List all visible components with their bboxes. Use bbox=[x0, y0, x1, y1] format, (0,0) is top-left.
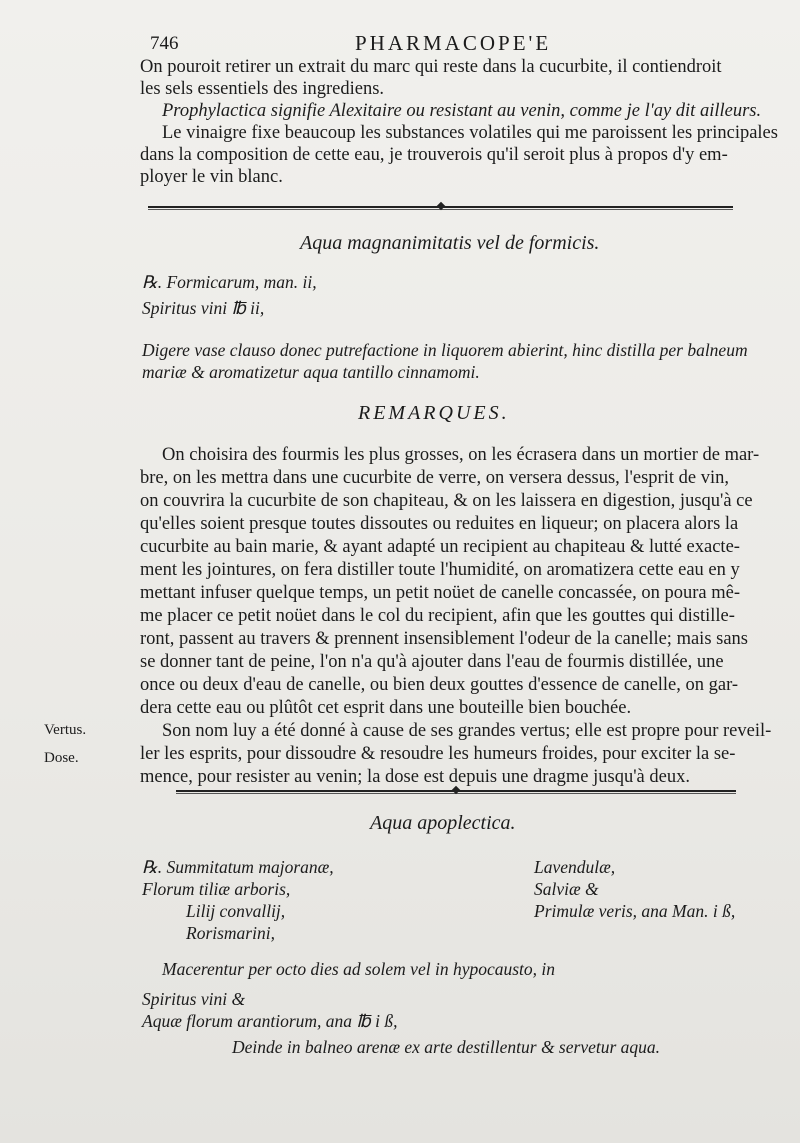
section-title: Aqua apoplectica. bbox=[370, 812, 516, 834]
recipe-line: Lavendulæ, bbox=[534, 857, 616, 877]
directions-line: Digere vase clauso donec putrefactione in liquorem abierint, hinc distilla per balneum bbox=[142, 340, 748, 360]
recipe-line: Primulæ veris, ana Man. i ß, bbox=[534, 901, 736, 921]
body-line: ler les esprits, pour dissoudre & resoudre les humeurs froides, pour exciter la se- bbox=[140, 744, 736, 764]
section-divider bbox=[148, 206, 733, 210]
recipe-line: Salviæ & bbox=[534, 879, 599, 899]
intro-line: ployer le vin blanc. bbox=[140, 167, 283, 187]
body-line: dera cette eau ou plûtôt cet esprit dans une bouteille bien bouchée. bbox=[140, 698, 632, 718]
directions-line: mariæ & aromatizetur aqua tantillo cinnamomi. bbox=[142, 362, 480, 382]
body-line: cucurbite au bain marie, & ayant adapté un recipient au chapiteau & lutté exacte- bbox=[140, 537, 740, 557]
intro-line: Prophylactica signifie Alexitaire ou resistant au venin, comme je l'ay dit ailleurs. bbox=[162, 101, 762, 121]
section-title: Aqua magnanimitatis vel de formicis. bbox=[300, 232, 600, 254]
body-line: Son nom luy a été donné à cause de ses grandes vertus; elle est propre pour reveil- bbox=[162, 721, 772, 741]
body-line: qu'elles soient presque toutes dissoutes ou reduites en liqueur; on placera alors la bbox=[140, 514, 739, 534]
section-divider bbox=[176, 790, 736, 794]
recipe-line: Lilij convallij, bbox=[186, 901, 286, 921]
recipe-line: Florum tiliæ arboris, bbox=[142, 879, 291, 899]
body-line: ment les jointures, on fera distiller toute l'humidité, on aromatizera cette eau en y bbox=[140, 560, 740, 580]
recipe-line: Rorismarini, bbox=[186, 923, 275, 943]
intro-line: dans la composition de cette eau, je trouverois qu'il seroit plus à propos d'y em- bbox=[140, 145, 728, 165]
directions-line: Deinde in balneo arenæ ex arte destillentur & servetur aqua. bbox=[232, 1037, 661, 1057]
intro-line: Le vinaigre fixe beaucoup les substances volatiles qui me paroissent les principales bbox=[162, 123, 778, 143]
recipe-line: ℞. Formicarum, man. ii, bbox=[142, 272, 317, 292]
directions-line: Macerentur per octo dies ad solem vel in hypocausto, in bbox=[162, 959, 556, 979]
body-line: se donner tant de peine, l'on n'a qu'à ajouter dans l'eau de fourmis distillée, une bbox=[140, 652, 724, 672]
body-line: On choisira des fourmis les plus grosses, on les écrasera dans un mortier de mar- bbox=[162, 445, 760, 465]
body-line: me placer ce petit noüet dans le col du recipient, afin que les gouttes qui distille- bbox=[140, 606, 735, 626]
recipe-line: Spiritus vini ℔ ii, bbox=[142, 298, 265, 318]
recipe-line: Spiritus vini & bbox=[142, 989, 246, 1009]
body-line: mettant infuser quelque temps, un petit noüet de canelle concassée, on poura mê- bbox=[140, 583, 741, 603]
body-line: mence, pour resister au venin; la dose est depuis une dragme jusqu'à deux. bbox=[140, 767, 690, 787]
body-line: on couvrira la cucurbite de son chapiteau, & on les laissera en digestion, jusqu'à ce bbox=[140, 491, 753, 511]
body-line: ront, passent au travers & prennent insensiblement l'odeur de la canelle; mais sans bbox=[140, 629, 748, 649]
page-number: 746 bbox=[150, 33, 179, 54]
margin-note-vertus: Vertus. bbox=[44, 722, 87, 738]
margin-note-dose: Dose. bbox=[44, 750, 79, 766]
intro-line: les sels essentiels des ingrediens. bbox=[140, 79, 385, 99]
remarques-heading: REMARQUES. bbox=[358, 402, 510, 424]
running-title: PHARMACOPE'E bbox=[355, 31, 552, 55]
body-line: bre, on les mettra dans une cucurbite de verre, on versera dessus, l'esprit de vin, bbox=[140, 468, 729, 488]
recipe-line: ℞. Summitatum majoranæ, bbox=[142, 857, 334, 877]
intro-line: On pouroit retirer un extrait du marc qui reste dans la cucurbite, il contiendroit bbox=[140, 57, 722, 77]
body-line: once ou deux d'eau de canelle, ou bien deux gouttes d'essence de canelle, on gar- bbox=[140, 675, 739, 695]
recipe-line: Aquæ florum arantiorum, ana ℔ i ß, bbox=[142, 1011, 398, 1031]
